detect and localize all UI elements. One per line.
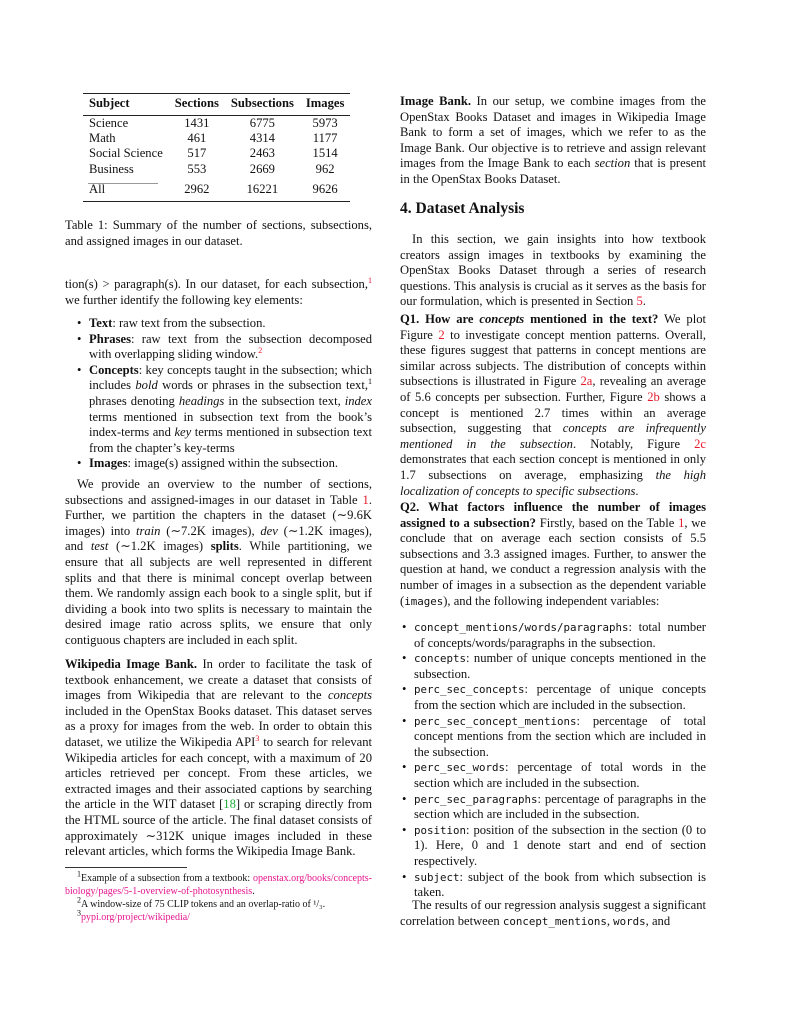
cell: Math <box>89 131 116 145</box>
text-run: terms mentioned in subsection text from the chapter’s key-terms <box>89 425 372 455</box>
bold-text: Image Bank. <box>400 94 471 108</box>
cross-reference-link[interactable]: 2c <box>694 436 706 451</box>
text-run: . <box>252 886 255 897</box>
text-run: shows a concept is mentioned 2.7 times within an average subsection, suggesting that <box>400 389 706 436</box>
text-run: : percentage of unique concepts from the section which are included in the subsection. <box>414 682 706 712</box>
italic-text: key <box>174 425 192 440</box>
footnote-rule <box>65 867 187 868</box>
footnote-link[interactable]: 1 <box>368 275 372 285</box>
code-text: concept_mentions <box>502 914 607 928</box>
cell: 553 <box>187 161 207 176</box>
summary-table <box>83 93 350 202</box>
text-run: , we conclude that on average each section consists of 5.5 subsections and 3.3 assigned images. Further, to answer the question at hand, we conduct a regression analysis with the number of images in a subsection as the dependent variable ( <box>400 515 706 608</box>
text-run: A window-size of 75 CLIP tokens and an overlap-ratio of ¹/₃. <box>81 899 326 910</box>
footnote-link[interactable]: 2 <box>258 346 263 355</box>
bold-text: Q1. How are <box>400 312 480 326</box>
list-item <box>75 316 372 332</box>
url-link[interactable]: openstax.org/books/concepts-biology/pages/5-1-overview-of-photosynthesis <box>65 873 372 897</box>
text-run: words or phrases in the subsection text, <box>157 378 368 393</box>
text-run: included in the OpenStax Books dataset. This dataset serves as a proxy for images from the web. In order to obtain this dataset, we utilize the Wikipedia API <box>65 703 372 749</box>
text-run: , <box>606 913 614 928</box>
cell: 517 <box>187 146 207 161</box>
paragraph-regression-results <box>400 898 706 929</box>
bold-italic-text: concepts <box>479 312 525 326</box>
list-item <box>75 332 372 363</box>
list-item <box>400 792 706 823</box>
text-run: Firstly, based on the Table <box>535 515 679 530</box>
text-run: We provide an overview to the number of sections, subsections and assigned-images in our dataset in Table <box>65 477 372 507</box>
cross-reference-link[interactable]: 2a <box>580 374 593 389</box>
footnote-link[interactable]: 3 <box>255 733 260 743</box>
text-run: In order to facilitate the task of textbook enhancement, we create a dataset that consists of images from Wikipedia that are relevant to the <box>65 657 372 703</box>
text-run: (∼7.2K images), <box>160 523 261 538</box>
text-run: In our setup, we combine images from the OpenStax Books Dataset and images in Wikipedia Image Bank to form a set of images, which we refer to as the Image Bank. Our objective is to retrieve and assign relevant images from the Image Bank to each <box>400 94 706 171</box>
text-run: : percentage of total concept mentions from the section which are included in the subsection. <box>414 713 706 759</box>
table-separator <box>88 183 158 184</box>
table-total-row <box>83 177 350 201</box>
table-row <box>83 131 350 146</box>
cross-reference-link[interactable]: 1 <box>678 515 685 530</box>
table-row <box>83 162 350 177</box>
cell: 4314 <box>249 131 275 145</box>
text-run: that is present in the OpenStax Books Dataset. <box>400 156 706 186</box>
list-item <box>400 823 706 870</box>
text-run: : position of the subsection in the section (0 to 1). Here, 0 and 1 denote start and end of section respectively. <box>414 822 706 868</box>
text-run: demonstrates that each section concept is mentioned in only 1.7 subsections on average, emphasizing <box>400 452 706 482</box>
paragraph-splits <box>65 477 372 649</box>
text-run: tion(s) > paragraph(s). In our dataset, for each subsection, <box>65 277 368 291</box>
text-run: , revealing an average of 5.6 concepts per subsection. Further, Figure <box>400 374 706 404</box>
bold-text: splits <box>210 539 239 554</box>
text-run: we further identify the following key elements: <box>65 292 303 307</box>
text-run: in the subsection text, <box>224 393 345 408</box>
italic-text: concepts are infrequently mentioned in the subsection <box>400 421 706 451</box>
cell: Social Science <box>89 146 163 161</box>
bold-text: Phrases <box>89 331 131 346</box>
table-row <box>83 115 350 131</box>
text-run: : percentage of total words in the section which are included in the subsection. <box>414 760 706 790</box>
cross-reference-link[interactable]: 1 <box>362 492 369 507</box>
header-subsections: Subsections <box>225 94 300 116</box>
text-run: : number of unique concepts mentioned in the subsection. <box>414 651 706 681</box>
text-run: . While partitioning, we ensure that all subjects are well represented in different splits and that there is minimal concept overlap between them. We randomly assign each book to a single split, but if dividing a book into two splits is necessary to maintain the desired image ratio across splits, we ensure that only contiguous chapters are included in each split. <box>65 539 372 647</box>
footnotes <box>65 869 372 924</box>
bold-text: Concepts <box>89 362 139 377</box>
footnote-marker: 1 <box>368 377 372 387</box>
code-text: position <box>414 823 467 837</box>
cell: Science <box>89 115 129 130</box>
list-item <box>400 682 706 713</box>
header-subject: Subject <box>83 94 169 116</box>
italic-text: dev <box>260 523 278 538</box>
bold-text: Images <box>89 456 128 471</box>
footnote-3 <box>65 908 372 924</box>
paragraph-wikipedia-image-bank <box>65 657 372 860</box>
paragraph-section-intro <box>400 232 706 310</box>
cell: Business <box>89 161 134 176</box>
list-item <box>400 651 706 682</box>
bold-text: Wikipedia Image Bank. <box>65 657 198 671</box>
text-run: The results of our regression analysis suggest a significant correlation between <box>400 898 706 928</box>
text-run: . Notably, Figure <box>572 436 695 451</box>
table-header-row <box>83 94 350 116</box>
text-run: (∼1.2K images) <box>108 539 211 554</box>
text-run: Example of a subsection from a textbook: <box>81 873 254 884</box>
independent-variables-list <box>400 620 706 901</box>
code-text: images <box>404 594 444 608</box>
text-run: : key concepts taught in the subsection; which includes <box>89 362 372 393</box>
text-run: : percentage of paragraphs in the section which are included in the subsection. <box>414 791 706 822</box>
footnote-1 <box>65 869 372 898</box>
cell: All <box>83 177 169 201</box>
list-item <box>400 760 706 791</box>
text-run: . Further, we partition the chapters in the dataset (∼9.6K images) into <box>65 492 372 538</box>
cell: 6775 <box>249 115 275 130</box>
text-run: ] or scraping directly from the HTML source of the article. The final dataset consists of approximately ∼312K unique images included in these relevant articles, which forms the Wikipedia Image Bank. <box>65 797 372 859</box>
cell: 9626 <box>300 177 350 201</box>
text-run: , and <box>645 913 671 928</box>
footnote-marker: 1 <box>77 869 81 879</box>
table-caption: Table 1: Summary of the number of sections, subsections, and assigned images in our dataset. <box>65 218 372 248</box>
key-elements-list <box>75 316 372 472</box>
italic-text: test <box>90 539 109 554</box>
italic-text: headings <box>178 393 225 408</box>
code-text: perc_sec_paragraphs <box>414 792 538 806</box>
list-item <box>400 870 706 901</box>
footnote-marker: 3 <box>77 908 81 918</box>
cross-reference-link[interactable]: 5 <box>636 294 643 309</box>
text-run: phrases denoting <box>89 393 179 408</box>
text-run: terms mentioned in subsection text from the book’s index-terms and <box>89 409 372 440</box>
list-item <box>400 714 706 761</box>
cell: 962 <box>315 161 335 176</box>
code-text: perc_sec_concept_mentions <box>414 714 577 728</box>
cell: 461 <box>187 131 207 145</box>
table-row <box>83 146 350 161</box>
cell: 2962 <box>169 177 225 201</box>
italic-text: bold <box>135 378 158 393</box>
code-text: perc_sec_words <box>414 761 506 775</box>
text-run: . <box>642 294 646 309</box>
citation-link[interactable]: 18 <box>223 797 236 812</box>
text-run: ), and the following independent variables: <box>443 593 660 608</box>
text-run: to search for relevant Wikipedia articles for each concept, with a maximum of 20 articles retrieved per concept. From these articles, we extracted images and their associated captions by searching the article in the WIT dataset [ <box>65 734 372 812</box>
list-item <box>75 363 372 457</box>
footnote-2 <box>65 895 372 911</box>
text-run: : raw text from the subsection decomposed with overlapping sliding window. <box>89 331 372 362</box>
bold-text: mentioned in the text? <box>524 312 659 326</box>
italic-text: concepts <box>327 688 372 703</box>
cell: 5973 <box>312 115 338 130</box>
code-text: perc_sec_concepts <box>414 683 525 697</box>
cross-reference-link[interactable]: 2 <box>438 327 445 342</box>
text-run: to investigate concept mention patterns. Overall, these figures suggest that patterns in concept mentions are similar across subjects. The distribution of concepts within subsections is illustrated in Figure <box>400 327 706 389</box>
text-run: : total number of concepts/words/paragraphs in the subsection. <box>414 620 706 650</box>
cross-reference-link[interactable]: 2b <box>647 389 660 404</box>
bold-text: Q2. What factors influence the number of images assigned to a subsection? <box>400 500 706 530</box>
section-heading: 4. Dataset Analysis <box>400 200 525 217</box>
italic-text: section <box>594 156 631 171</box>
italic-text: train <box>135 523 161 538</box>
text-run: In this section, we gain insights into how textbook creators assign images in textbooks by examining the OpenStax Books Dataset through a series of research questions. This analysis is crucial as it serves as the basis for our formulation, which is presented in Section <box>400 232 706 309</box>
paragraph-key-elements <box>65 277 372 308</box>
code-text: concept_mentions/words/paragraphs <box>414 621 629 634</box>
header-images: Images <box>300 94 350 116</box>
cell: 16221 <box>225 177 300 201</box>
cell: 2463 <box>249 146 275 161</box>
text-run: . <box>635 483 639 498</box>
cell: 2669 <box>249 161 275 176</box>
text-run: : subject of the book from which subsection is taken. <box>414 869 706 900</box>
paragraph-q1 <box>400 312 706 499</box>
text-run: (∼1.2K images), and <box>65 523 372 554</box>
bold-text: Text <box>89 316 113 330</box>
italic-text: index <box>344 393 372 408</box>
paragraph-q2 <box>400 500 706 609</box>
paragraph-image-bank <box>400 94 706 188</box>
list-item <box>75 456 372 472</box>
text-run: We plot Figure <box>400 312 706 342</box>
cell: 1177 <box>312 131 338 145</box>
list-item <box>400 620 706 651</box>
cell: 1514 <box>312 146 338 161</box>
cell: 1431 <box>184 115 210 130</box>
header-sections: Sections <box>169 94 225 116</box>
text-run: : raw text from the subsection. <box>112 316 266 330</box>
footnote-marker: 2 <box>77 895 81 905</box>
text-run: : image(s) assigned within the subsection. <box>127 456 339 471</box>
code-text: concepts <box>414 652 467 666</box>
code-text: subject <box>414 870 460 884</box>
url-link[interactable]: pypi.org/project/wikipedia/ <box>81 912 190 923</box>
italic-text: the high localization of concepts to specific subsections <box>400 467 706 498</box>
code-text: words <box>613 914 646 928</box>
